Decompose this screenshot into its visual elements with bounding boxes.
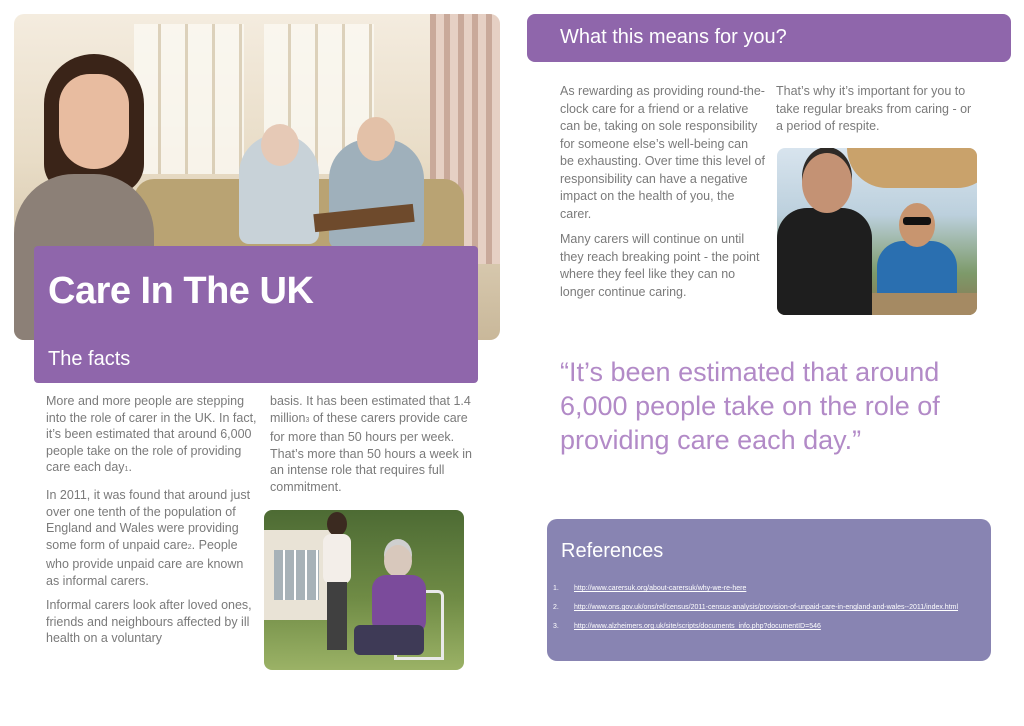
paragraph: Informal carers look after loved ones, friends and neighbours affected by ill health on a voluntary: [46, 598, 252, 645]
references-list: [553, 585, 1013, 642]
reference-item: [553, 585, 1013, 604]
reference-item: [553, 623, 1013, 642]
paragraph: basis. It has been estimated that 1.4 million3 of these carers provide care for more than 50 hours per week. That’s more than 50 hours a week in an intense role that requires full commitment.: [270, 394, 472, 494]
cafe-photo: [777, 148, 977, 315]
reference-item: [553, 604, 1013, 623]
title-banner: [34, 246, 478, 383]
references-panel: [547, 519, 991, 661]
paragraph: Many carers will continue on until they reach breaking point - the point where they feel like they can no longer continue caring.: [560, 232, 760, 299]
references-title: References: [561, 540, 664, 562]
body-column-1b: [46, 487, 256, 655]
reference-link[interactable]: http://www.carersuk.org/about-carersuk/why-we-re-here: [574, 585, 747, 592]
paragraph: That’s why it’s important for you to take regular breaks from caring - or a period of respite.: [776, 84, 972, 133]
section-header-banner: [527, 14, 1011, 62]
paragraph: In 2011, it was found that around just over one tenth of the population of England and Wales were providing some form of unpaid care2. People who provide unpaid care are known as informal carers.: [46, 488, 251, 588]
standing-carer-figure: [319, 510, 355, 650]
reference-number: 1.: [553, 585, 559, 592]
reference-link[interactable]: http://www.ons.gov.uk/ons/rel/census/2011-census-analysis/provision-of-unpaid-care-in-england-and-wales--2011/index.html: [574, 604, 959, 611]
body-column-2: [270, 393, 475, 503]
reference-number: 3.: [553, 623, 559, 630]
reference-marker: 3: [305, 416, 310, 424]
garden-photo: [264, 510, 464, 670]
right-column-1: [560, 83, 765, 309]
paragraph: More and more people are stepping into the role of carer in the UK. In fact, it’s been estimated that around 6,000 people take on the role of providing care each day1.: [46, 394, 257, 474]
elderly-woman-figure: [239, 134, 319, 244]
cafe-table: [857, 293, 977, 315]
paragraph: As rewarding as providing round-the-clock care for a friend or a relative can be, taking on sole responsibility for someone else’s well-being can be exhausting. Over time this level of responsibility can have a negative impact on the health of you, the carer.: [560, 84, 765, 221]
right-column-2: [776, 83, 981, 144]
reference-link[interactable]: http://www.alzheimers.org.uk/site/scripts/documents_info.php?documentID=546: [574, 623, 821, 630]
pull-quote: “It’s been estimated that around 6,000 people take on the role of providing care each day.”: [560, 357, 940, 455]
page-title: Care In The UK: [48, 270, 314, 312]
man-figure: [777, 153, 872, 315]
body-column-1: [46, 393, 261, 487]
reference-number: 2.: [553, 604, 559, 611]
elderly-man-figure: [329, 139, 424, 249]
page-subtitle: The facts: [48, 348, 131, 370]
section-header: What this means for you?: [560, 26, 787, 48]
reference-marker: 2: [187, 543, 192, 551]
seated-woman-figure: [364, 545, 434, 655]
reference-marker: 1: [124, 466, 129, 473]
